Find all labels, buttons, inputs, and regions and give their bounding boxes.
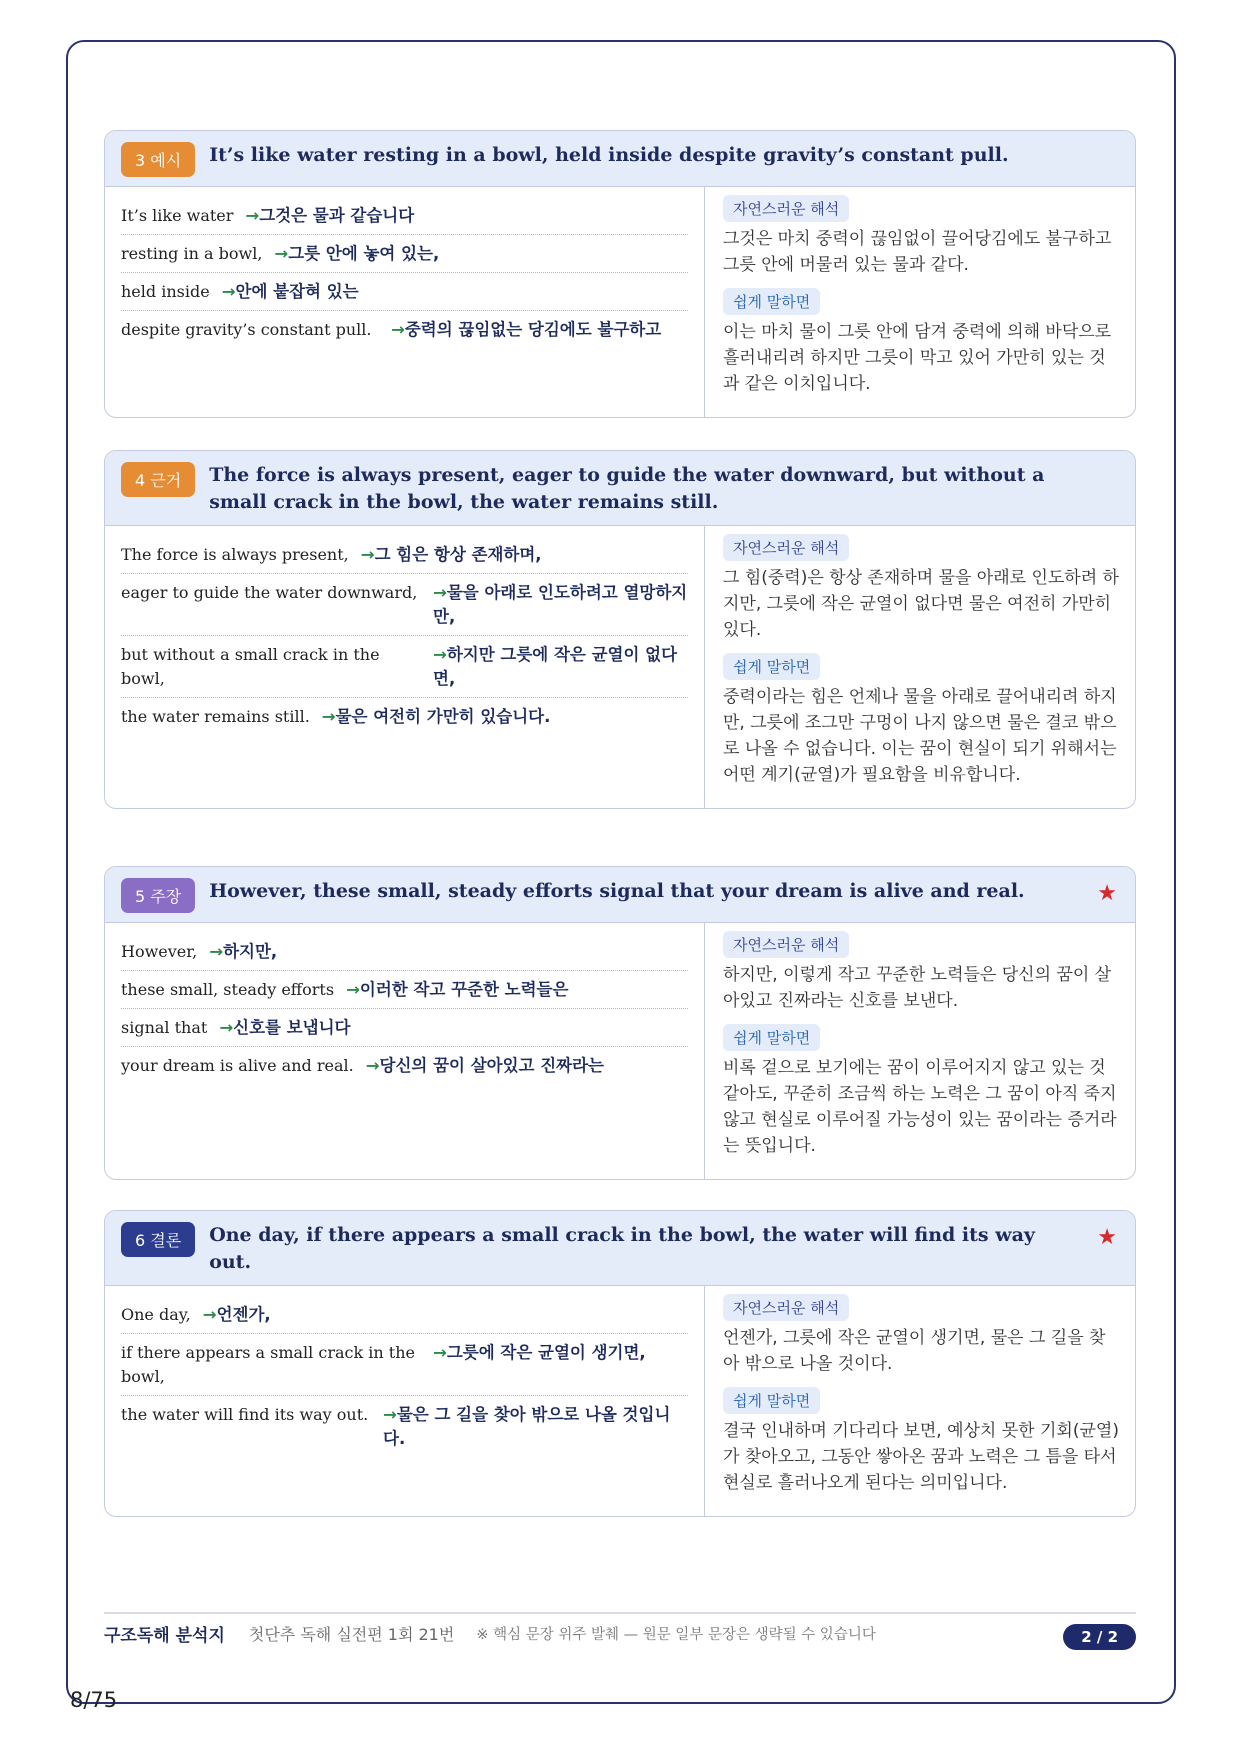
natural-translation-label: 자연스러운 해석 [723,195,849,222]
chunk-english: your dream is alive and real. [121,1056,354,1075]
card-header [105,1211,1135,1286]
arrow-icon: → [346,980,360,999]
chunk-korean: →그 힘은 항상 존재하며, [360,545,542,564]
chunk-english: The force is always present, [121,545,349,564]
chunk-row [121,311,688,348]
chunk-row [121,273,688,311]
interpretation-panel [705,187,1135,417]
easy-explanation: 이는 마치 물이 그릇 안에 담겨 중력에 의해 바닥으로 흘러내리려 하지만 그릇이 막고 있어 가만히 있는 것과 같은 이치입니다. [723,322,1112,394]
section-badge: 4 근거 [121,462,195,497]
arrow-icon: → [221,282,236,301]
key-sentence: The force is always present, eager to guide the water downward, but without a small crack in the bowl, the water remains still. [209,464,1045,513]
chunk-korean: →하지만, [209,942,278,961]
star-icon: ★ [1097,881,1117,906]
chunk-korean: →물은 여전히 가만히 있습니다. [321,707,551,726]
interpretation-panel [705,1286,1135,1516]
natural-translation: 그것은 마치 중력이 끊임없이 끌어당김에도 불구하고 그릇 안에 머물러 있는 물과 같다. [723,229,1112,275]
easy-explanation-label: 쉽게 말하면 [723,288,820,315]
chunk-row [121,933,688,971]
card-header [105,451,1135,526]
chunk-row [121,1047,688,1084]
key-sentence: One day, if there appears a small crack in the bowl, the water will find its way out. [209,1224,1035,1273]
chunk-english: the water remains still. [121,707,310,726]
footer-note: ※ 핵심 문장 위주 발췌 — 원문 일부 문장은 생략될 수 있습니다 [476,1626,876,1643]
interpretation-panel [705,923,1135,1179]
chunk-english: these small, steady efforts [121,980,335,999]
arrow-icon: → [219,1018,234,1037]
chunk-english: if there appears a small crack in the bowl, [121,1343,415,1386]
arrow-icon: → [209,942,224,961]
chunk-korean: →그것은 물과 같습니다 [245,206,415,225]
chunk-row [121,636,688,698]
chunk-english: signal that [121,1018,208,1037]
section-badge: 6 결론 [121,1222,195,1257]
chunk-row [121,1296,688,1334]
chunk-korean: →하지만 그릇에 작은 균열이 없다면, [433,645,678,688]
chunk-korean: →중력의 끊임없는 당김에도 불구하고 [391,320,662,339]
chunk-list [105,1286,705,1516]
chunk-row [121,698,688,735]
easy-explanation: 비록 겉으로 보기에는 꿈이 이루어지지 않고 있는 것 같아도, 꾸준히 조금씩 하는 노력은 그 꿈이 아직 죽지 않고 현실로 이루어질 가능성이 있는 꿈이라는 증거라는 뜻입니다. [723,1058,1117,1156]
easy-explanation: 중력이라는 힘은 언제나 물을 아래로 끌어내리려 하지만, 그릇에 조그만 구멍이 나지 않으면 물은 결코 밖으로 나올 수 없습니다. 이는 꿈이 현실이 되기 위해서는 어떤 계기(균열)가 필요함을 비유합니다. [723,687,1117,785]
analysis-card-example [104,130,1136,418]
analysis-card-conclusion [104,1210,1136,1517]
chunk-row [121,1334,688,1396]
key-sentence: It’s like water resting in a bowl, held inside despite gravity’s constant pull. [209,144,1009,166]
card-header [105,131,1135,187]
chunk-korean: →언젠가, [202,1305,271,1324]
arrow-icon: → [245,206,260,225]
arrow-icon: → [321,707,336,726]
chunk-english: eager to guide the water downward, [121,583,418,602]
easy-explanation: 결국 인내하며 기다리다 보면, 예상치 못한 기회(균열)가 찾아오고, 그동안 쌓아온 꿈과 노력은 그 틈을 타서 현실로 흘러나오게 된다는 의미입니다. [723,1421,1119,1493]
chunk-row [121,1396,688,1457]
easy-explanation-label: 쉽게 말하면 [723,1387,820,1414]
chunk-row [121,536,688,574]
arrow-icon: → [433,645,447,664]
natural-translation-label: 자연스러운 해석 [723,1294,849,1321]
section-badge: 3 예시 [121,142,195,177]
chunk-row [121,197,688,235]
analysis-card-claim [104,866,1136,1180]
chunk-korean: →그릇에 작은 균열이 생기면, [433,1343,646,1362]
chunk-korean: →물은 그 길을 찾아 밖으로 나올 것입니다. [383,1405,671,1448]
natural-translation-label: 자연스러운 해석 [723,534,849,561]
arrow-icon: → [365,1056,380,1075]
document-page-counter: 8/75 [70,1688,118,1712]
chunk-row [121,971,688,1009]
chunk-english: held inside [121,282,210,301]
chunk-korean: →이러한 작고 꾸준한 노력들은 [346,980,569,999]
natural-translation: 그 힘(중력)은 항상 존재하며 물을 아래로 인도하려 하지만, 그릇에 작은 균열이 없다면 물은 여전히 가만히 있다. [723,568,1119,640]
chunk-english: One day, [121,1305,191,1324]
arrow-icon: → [391,320,405,339]
section-badge: 5 주장 [121,878,195,913]
key-sentence: However, these small, steady efforts signal that your dream is alive and real. [209,880,1025,902]
page-footer [104,1612,1136,1652]
chunk-english: despite gravity’s constant pull. [121,320,372,339]
footer-source: 첫단추 독해 실전편 1회 21번 [248,1624,455,1644]
chunk-row [121,1009,688,1047]
arrow-icon: → [383,1405,397,1424]
natural-translation: 언젠가, 그릇에 작은 균열이 생기면, 물은 그 길을 찾아 밖으로 나올 것이다. [723,1328,1106,1374]
arrow-icon: → [202,1305,217,1324]
natural-translation: 하지만, 이렇게 작고 꾸준한 노력들은 당신의 꿈이 살아있고 진짜라는 신호를 보낸다. [723,965,1112,1011]
easy-explanation-label: 쉽게 말하면 [723,653,820,680]
chunk-row [121,235,688,273]
chunk-korean: →안에 붙잡혀 있는 [221,282,359,301]
chunk-english: resting in a bowl, [121,244,263,263]
footer-title: 구조독해 분석지 [104,1625,225,1646]
arrow-icon: → [360,545,375,564]
chunk-list [105,526,705,808]
easy-explanation-label: 쉽게 말하면 [723,1024,820,1051]
card-header [105,867,1135,923]
star-icon: ★ [1097,1225,1117,1250]
arrow-icon: → [433,1343,447,1362]
chunk-list [105,187,705,417]
chunk-list [105,923,705,1179]
chunk-korean: →물을 아래로 인도하려고 열망하지만, [433,583,688,626]
chunk-korean: →신호를 보냅니다 [219,1018,351,1037]
arrow-icon: → [274,244,289,263]
chunk-english: It’s like water [121,206,234,225]
chunk-english: the water will find its way out. [121,1405,369,1424]
natural-translation-label: 자연스러운 해석 [723,931,849,958]
interpretation-panel [705,526,1135,808]
arrow-icon: → [433,583,447,602]
page-indicator: 2 / 2 [1063,1624,1136,1650]
chunk-korean: →그릇 안에 놓여 있는, [274,244,440,263]
chunk-english: However, [121,942,198,961]
analysis-card-evidence [104,450,1136,809]
chunk-korean: →당신의 꿈이 살아있고 진짜라는 [365,1056,604,1075]
chunk-english: but without a small crack in the bowl, [121,645,380,688]
chunk-row [121,574,688,636]
